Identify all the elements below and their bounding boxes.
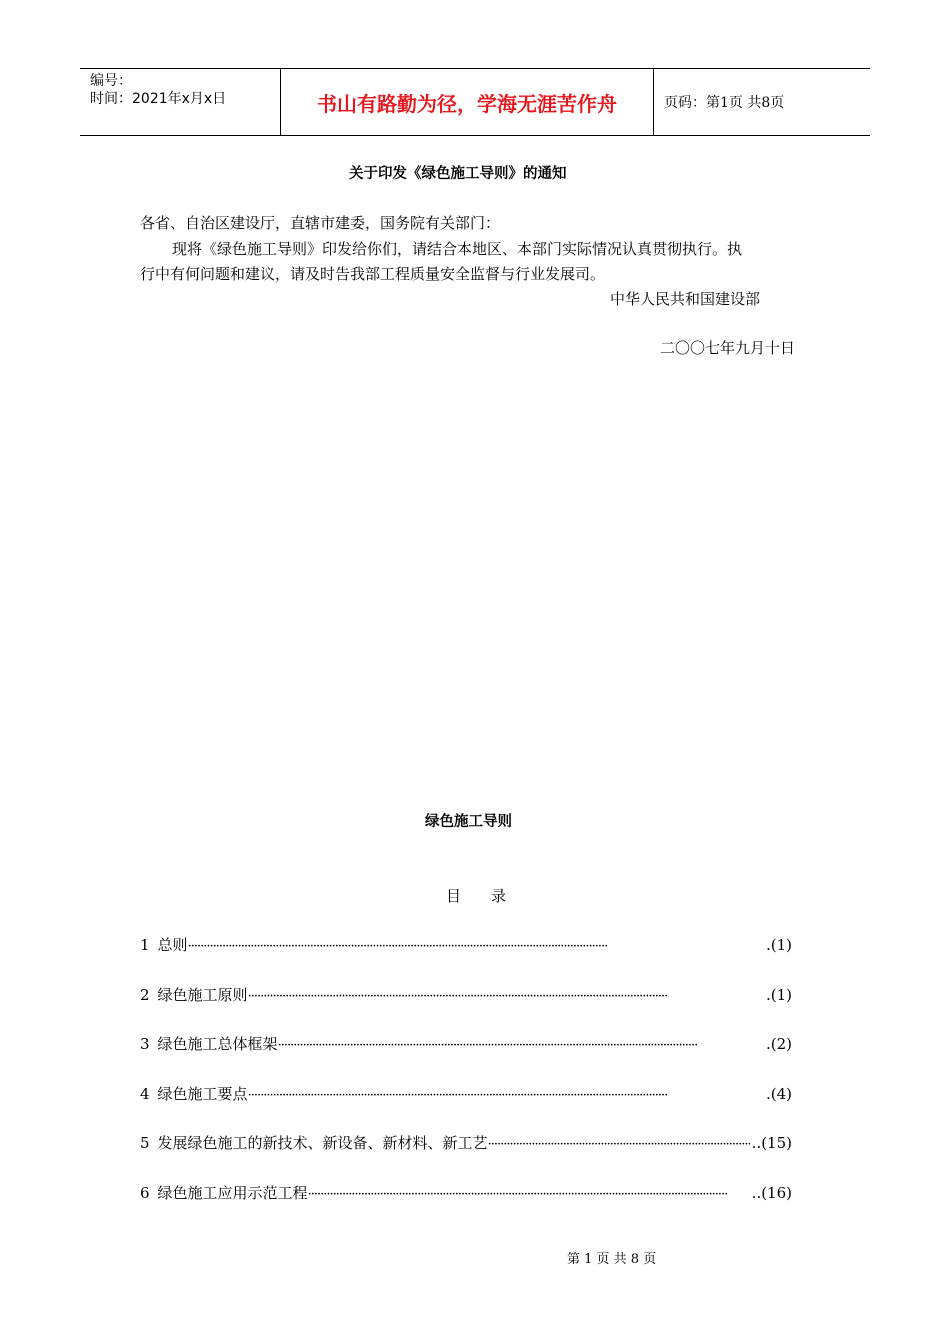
toc-leader-dots (278, 1038, 764, 1053)
notice-date: 二〇〇七年九月十日 (660, 339, 796, 357)
header-left-cell (80, 69, 281, 135)
toc-item[interactable] (140, 1083, 792, 1104)
toc-heading: 目 录 (446, 887, 507, 905)
toc-item[interactable] (140, 934, 792, 955)
notice-issuer: 中华人民共和国建设部 (610, 290, 761, 308)
toc-item[interactable] (140, 1033, 792, 1054)
toc-item[interactable] (140, 1132, 792, 1153)
notice-recipients: 各省、自治区建设厅，直辖市建委，国务院有关部门： (140, 214, 501, 232)
toc-item-page: ..(16) (751, 1184, 792, 1202)
time-label: 时间：2021年x月x日 (90, 91, 227, 107)
page-info: 页码：第1页 共8页 (664, 95, 785, 111)
document-header (80, 68, 870, 136)
toc-item-page: .(1) (765, 986, 792, 1004)
toc-item-page: .(1) (765, 936, 792, 954)
page-footer: 第 1 页 共 8 页 (567, 1252, 657, 1267)
toc-item[interactable] (140, 1182, 792, 1203)
toc-item-title: 绿色施工应用示范工程 (157, 1184, 308, 1202)
motto: 书山有路勤为径，学海无涯苦作舟 (281, 69, 654, 135)
toc-leader-dots (308, 1187, 750, 1202)
toc-leader-dots (248, 989, 764, 1004)
toc-item-title: 发展绿色施工的新技术、新设备、新材料、新工艺 (157, 1134, 488, 1152)
toc-item[interactable] (140, 984, 792, 1005)
toc-item-number: 2 (140, 986, 150, 1004)
toc-item-number: 6 (140, 1184, 150, 1202)
toc-item-number: 3 (140, 1035, 150, 1053)
toc-item-title: 绿色施工总体框架 (157, 1035, 278, 1053)
toc-leader-dots (188, 939, 764, 954)
toc-item-page: ..(15) (751, 1134, 792, 1152)
guide-title: 绿色施工导则 (425, 814, 512, 830)
notice-body-line2: 行中有何问题和建议，请及时告我部工程质量安全监督与行业发展司。 (140, 265, 606, 283)
code-label: 编号： (90, 73, 132, 89)
toc-leader-dots (488, 1137, 750, 1152)
toc-item-number: 5 (140, 1134, 150, 1152)
toc-item-number: 4 (140, 1085, 150, 1103)
toc-item-title: 绿色施工要点 (157, 1085, 248, 1103)
toc-item-number: 1 (140, 936, 150, 954)
toc-leader-dots (248, 1088, 764, 1103)
toc-item-title: 总则 (157, 936, 188, 954)
toc-item-page: .(4) (765, 1085, 792, 1103)
toc-item-page: .(2) (765, 1035, 792, 1053)
notice-body-line1: 现将《绿色施工导则》印发给你们，请结合本地区、本部门实际情况认真贯彻执行。执 (172, 240, 743, 258)
toc-item-title: 绿色施工原则 (157, 986, 248, 1004)
notice-title: 关于印发《绿色施工导则》的通知 (349, 166, 567, 182)
